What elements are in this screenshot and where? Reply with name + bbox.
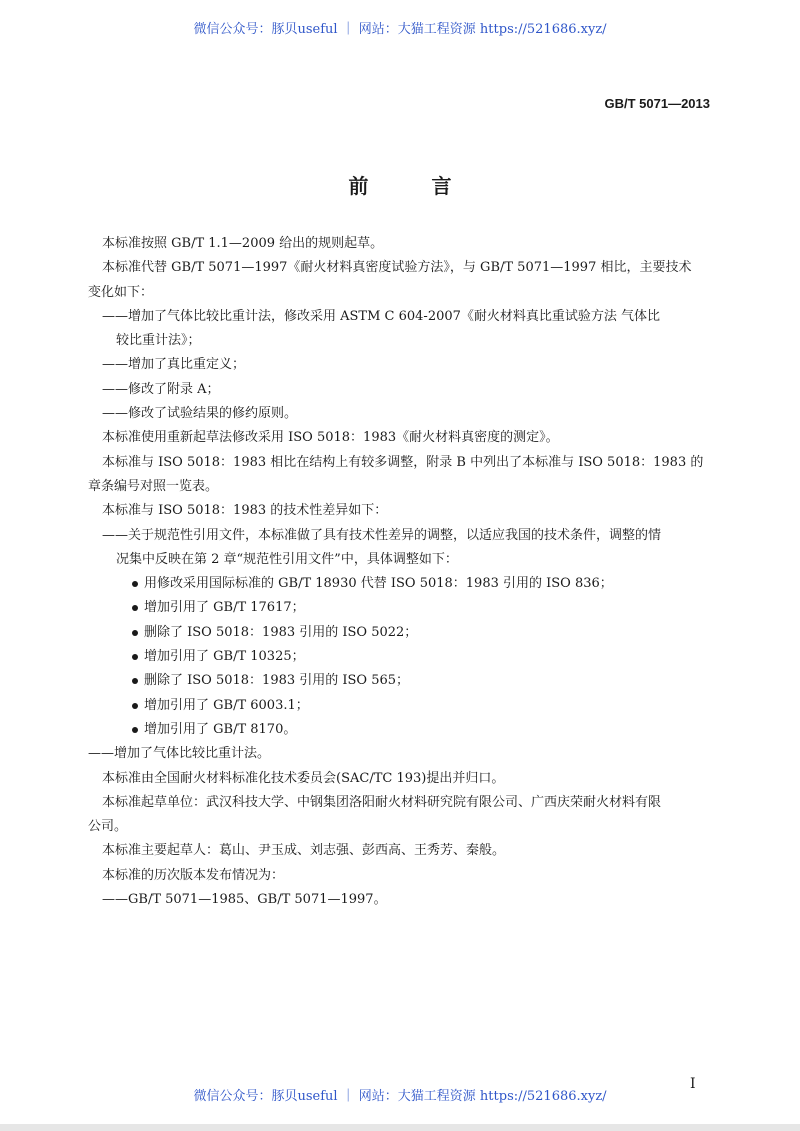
page-title: 前 言 xyxy=(348,174,480,198)
dash-item: ——GB/T 5071—1985、GB/T 5071—1997。 xyxy=(102,892,387,908)
dash-item: ——增加了气体比较比重计法，修改采用 ASTM C 604-2007《耐火材料真比重试验方法 气体比 xyxy=(102,308,661,324)
standard-code: GB/T 5071—2013 xyxy=(604,96,710,111)
bullet-item xyxy=(88,669,716,693)
dash-item: ——修改了试验结果的修约原则。 xyxy=(102,406,298,422)
bullet-text: 删除了 ISO 5018：1983 引用的 ISO 565； xyxy=(144,673,410,689)
paragraph-continuation: 变化如下： xyxy=(88,284,154,300)
bullet-text: 删除了 ISO 5018：1983 引用的 ISO 5022； xyxy=(144,624,418,640)
bullet-item xyxy=(88,572,716,596)
dash-item-continuation: 较比重计法》； xyxy=(116,333,201,349)
dash-item-continuation: 况集中反映在第 2 章“规范性引用文件”中，具体调整如下： xyxy=(116,551,458,567)
bullet-text: 用修改采用国际标准的 GB/T 18930 代替 ISO 5018：1983 引用的 ISO 836； xyxy=(144,576,613,592)
paragraph: 本标准主要起草人：葛山、尹玉成、刘志强、彭西高、王秀芳、秦般。 xyxy=(102,843,506,859)
watermark-top: 微信公众号：豚贝useful ｜ 网站：大猫工程资源 https://521686.xyz/ xyxy=(193,22,607,37)
dash-item: ——增加了真比重定义； xyxy=(102,357,246,373)
page-number: I xyxy=(690,1076,696,1092)
dash-item: ——增加了气体比较比重计法。 xyxy=(88,746,271,762)
dash-item: ——修改了附录 A； xyxy=(102,381,220,397)
bullet-text: 增加引用了 GB/T 17617； xyxy=(144,600,305,616)
bullet-item xyxy=(88,645,716,669)
document-body xyxy=(88,232,716,912)
paragraph: 本标准按照 GB/T 1.1—2009 给出的规则起草。 xyxy=(102,236,384,251)
bullet-item xyxy=(88,694,716,718)
paragraph: 本标准的历次版本发布情况为： xyxy=(102,867,285,883)
bullet-item xyxy=(88,718,716,742)
paragraph: 本标准代替 GB/T 5071—1997《耐火材料真密度试验方法》，与 GB/T 5071—1997 相比，主要技术 xyxy=(102,260,692,276)
bullet-dot xyxy=(132,727,138,733)
page-bottom-edge xyxy=(0,1124,800,1131)
paragraph: 本标准由全国耐火材料标准化技术委员会(SAC/TC 193)提出并归口。 xyxy=(102,770,505,786)
paragraph-continuation: 公司。 xyxy=(88,819,128,835)
bullet-text: 增加引用了 GB/T 8170。 xyxy=(144,721,297,737)
bullet-dot xyxy=(132,703,138,709)
bullet-dot xyxy=(132,654,138,660)
paragraph: 本标准使用重新起草法修改采用 ISO 5018：1983《耐火材料真密度的测定》。 xyxy=(102,430,559,446)
paragraph: 本标准起草单位：武汉科技大学、中钢集团洛阳耐火材料研究院有限公司、广西庆荣耐火材料有限 xyxy=(102,794,662,810)
bullet-item xyxy=(88,621,716,645)
bullet-item xyxy=(88,596,716,620)
bullet-text: 增加引用了 GB/T 6003.1； xyxy=(144,697,309,713)
bullet-text: 增加引用了 GB/T 10325； xyxy=(144,649,305,665)
paragraph: 本标准与 ISO 5018：1983 的技术性差异如下： xyxy=(102,503,388,519)
watermark-bottom: 微信公众号：豚贝useful ｜ 网站：大猫工程资源 https://521686.xyz/ xyxy=(193,1089,607,1104)
bullet-dot xyxy=(132,630,138,636)
paragraph: 本标准与 ISO 5018：1983 相比在结构上有较多调整，附录 B 中列出了本标准与 ISO 5018：1983 的 xyxy=(102,454,704,470)
dash-item: ——关于规范性引用文件，本标准做了具有技术性差异的调整，以适应我国的技术条件，调整的情 xyxy=(102,527,662,543)
paragraph-continuation: 章条编号对照一览表。 xyxy=(88,478,219,494)
